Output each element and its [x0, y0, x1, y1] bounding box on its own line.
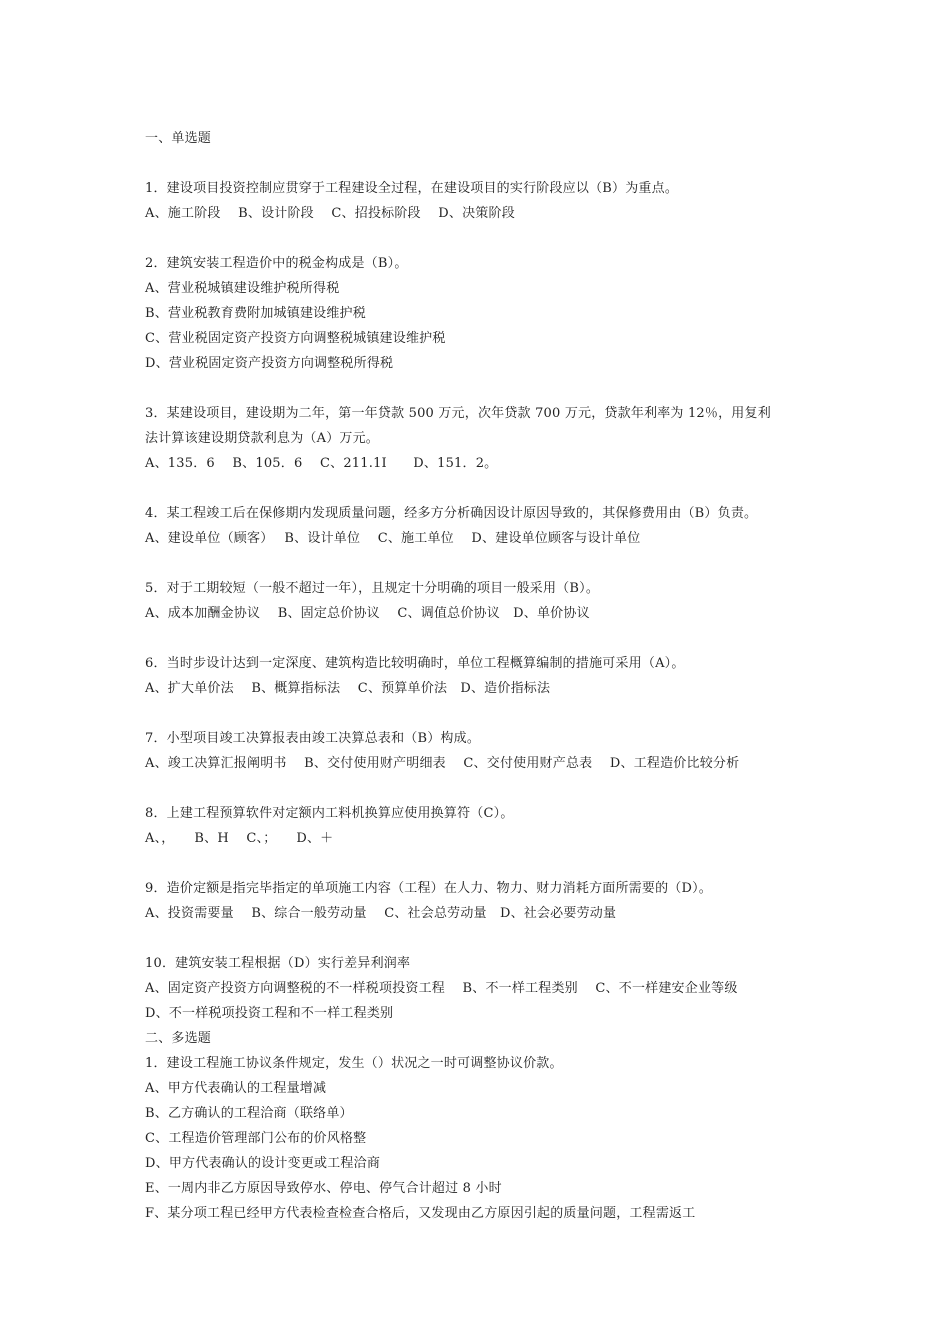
question-2-stem: 2．建筑安装工程造价中的税金构成是（B）。: [145, 256, 408, 271]
multi-question-1-option-e: E、一周内非乙方原因导致停水、停电、停气合计超过 8 小时: [145, 1181, 502, 1196]
spacer: [145, 376, 845, 401]
question-10-stem: 10．建筑安装工程根据（D）实行差异利润率: [145, 956, 411, 971]
question-7-stem: 7．小型项目竣工决算报表由竣工决算总表和（B）构成。: [145, 731, 481, 746]
question-3-stem: 3．某建设项目，建设期为二年，第一年贷款 500 万元，次年贷款 700 万元，贷款年利率为 12％，用复利: [145, 406, 771, 421]
spacer: [145, 551, 845, 576]
spacer: [145, 226, 845, 251]
spacer: [145, 776, 845, 801]
question-2-option-b: B、营业税教育费附加城镇建设维护税: [145, 306, 366, 321]
question-3-stem-continued: 法计算该建设期贷款利息为（A）万元。: [145, 431, 379, 446]
question-9-stem: 9．造价定额是指完毕指定的单项施工内容（工程）在人力、物力、财力消耗方面所需要的（D）。: [145, 881, 712, 896]
spacer: [145, 626, 845, 651]
question-2-option-d: D、营业税固定资产投资方向调整税所得税: [145, 356, 394, 371]
question-10-options: A、固定资产投资方向调整税的不一样税项投资工程 B、不一样工程类别 C、不一样建安企业等级: [145, 981, 738, 996]
question-4-options: A、建设单位（顾客） B、设计单位 C、施工单位 D、建设单位顾客与设计单位: [145, 531, 641, 546]
question-1-stem: 1．建设项目投资控制应贯穿于工程建设全过程，在建设项目的实行阶段应以（B）为重点。: [145, 181, 679, 196]
spacer: [145, 926, 845, 951]
multi-question-1-option-c: C、工程造价管理部门公布的价风格整: [145, 1131, 367, 1146]
question-3-options: A、135．6 B、105．6 C、211.1I D、151．2。: [145, 456, 498, 471]
multi-question-1-option-a: A、甲方代表确认的工程量增减: [145, 1081, 327, 1096]
question-8-stem: 8．上建工程预算软件对定额内工料机换算应使用换算符（C）。: [145, 806, 514, 821]
question-9-options: A、投资需要量 B、综合一般劳动量 C、社会总劳动量 D、社会必要劳动量: [145, 906, 617, 921]
spacer: [145, 151, 845, 176]
question-10-options-continued: D、不一样税项投资工程和不一样工程类别: [145, 1006, 394, 1021]
question-4-stem: 4．某工程竣工后在保修期内发现质量问题，经多方分析确因设计原因导致的，其保修费用由（B）负责。: [145, 506, 758, 521]
multi-question-1-stem: 1．建设工程施工协议条件规定，发生（）状况之一时可调整协议价款。: [145, 1056, 563, 1071]
spacer: [145, 701, 845, 726]
question-6-stem: 6．当时步设计达到一定深度、建筑构造比较明确时，单位工程概算编制的措施可采用（A）。: [145, 656, 685, 671]
question-8-options: A、， B、H C、； D、＋: [145, 831, 334, 846]
section-title-multiple-choice: 二、多选题: [145, 1031, 212, 1046]
question-2-option-a: A、营业税城镇建设维护税所得税: [145, 281, 340, 296]
multi-question-1-option-b: B、乙方确认的工程洽商（联络单）: [145, 1106, 353, 1121]
document-body: [145, 126, 845, 1226]
question-1-options: A、施工阶段 B、设计阶段 C、招投标阶段 D、决策阶段: [145, 206, 515, 221]
question-7-options: A、竣工决算汇报阐明书 B、交付使用财产明细表 C、交付使用财产总表 D、工程造价比较分析: [145, 756, 740, 771]
question-2-option-c: C、营业税固定资产投资方向调整税城镇建设维护税: [145, 331, 446, 346]
spacer: [145, 851, 845, 876]
multi-question-1-option-d: D、甲方代表确认的设计变更或工程洽商: [145, 1156, 381, 1171]
question-5-stem: 5．对于工期较短（一般不超过一年），且规定十分明确的项目一般采用（B）。: [145, 581, 600, 596]
section-title-single-choice: 一、单选题: [145, 131, 212, 146]
spacer: [145, 476, 845, 501]
question-5-options: A、成本加酬金协议 B、固定总价协议 C、调值总价协议 D、单价协议: [145, 606, 590, 621]
question-6-options: A、扩大单价法 B、概算指标法 C、预算单价法 D、造价指标法: [145, 681, 551, 696]
multi-question-1-option-f: F、某分项工程已经甲方代表检查检查合格后，又发现由乙方原因引起的质量问题，工程需返工: [145, 1206, 696, 1221]
